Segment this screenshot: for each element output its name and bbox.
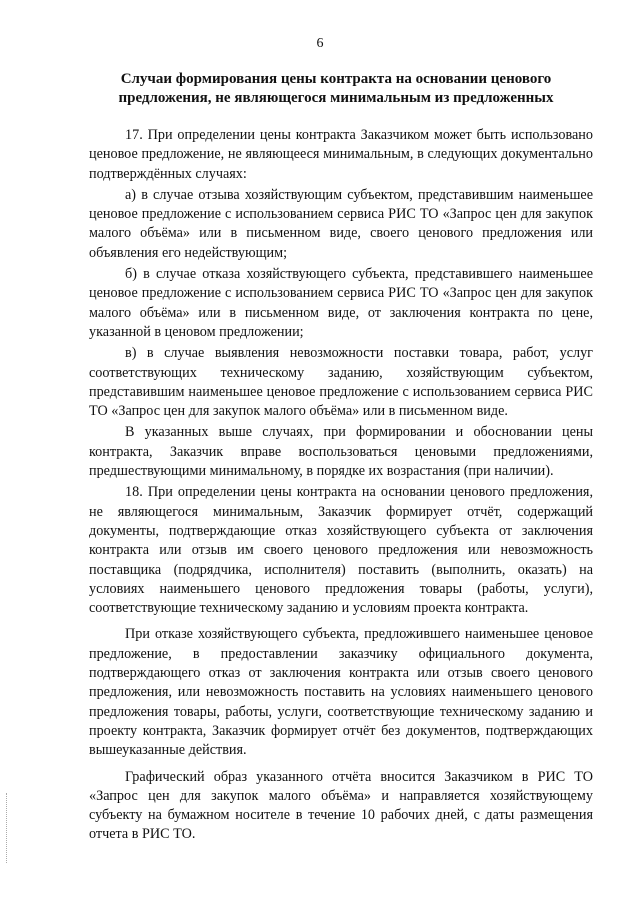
section-heading: Случаи формирования цены контракта на основании ценового предложения, не являющегося минимальным из предложенных: [118, 71, 554, 106]
scan-edge-mark: [6, 793, 9, 863]
paragraph-18: 18. При определении цены контракта на основании ценового предложения, не являющегося минимальным, Заказчик формирует отчёт, содержащий документы, подтверждающие отказ хозяйствующего субъекта от заключения контракта или отзыв им своего ценового предложения или невозможность поставщика (подрядчика, исполнителя) поставить (выполнить, оказать) на условиях наименьшего ценового предложения товары (работы, услуги), соответствующие техническому заданию и условиям проекта контракта.: [89, 484, 593, 617]
paragraph-17-b: б) в случае отказа хозяйствующего субъекта, представившего наименьшее ценовое предложение с использованием сервиса РИС ТО «Запрос цен для закупок малого объёма» или в письменном виде, от заключения контракта по цене, указанной в ценовом предложении;: [89, 266, 593, 340]
paragraph-17-note: В указанных выше случаях, при формировании и обосновании цены контракта, Заказчик вправе воспользоваться ценовыми предложениями, предшествующими минимальному, в порядке их возрастания (при наличии).: [89, 424, 593, 480]
paragraph-18-report: Графический образ указанного отчёта вносится Заказчиком в РИС ТО «Запрос цен для закупок малого объёма» и направляется хозяйствующему субъекту на бумажном носителе в течение 10 рабочих дней, с даты размещения отчета в РИС ТО.: [89, 768, 593, 843]
body-text: [89, 126, 593, 847]
page-number: 6: [316, 36, 324, 51]
paragraph-18-refusal: При отказе хозяйствующего субъекта, предложившего наименьшее ценовое предложение, в предоставлении заказчику официального документа, подтверждающего отказ от заключения контракта или отзыв своего ценового предложения, или невозможность поставить на условиях наименьшего ценового предложения товары, работы, услуги, соответствующие техническому заданию и проекту контракта, Заказчик формирует отчёт без документов, подтверждающих вышеуказанные действия.: [89, 626, 593, 759]
paragraph-17-v: в) в случае выявления невозможности поставки товара, работ, услуг соответствующих техническому заданию, хозяйствующим субъектом, представившим наименьшее ценовое предложение с использованием сервиса РИС ТО «Запрос цен для закупок малого объёма» или в письменном виде.: [89, 345, 593, 420]
paragraph-17-a: а) в случае отзыва хозяйствующим субъектом, представившим наименьшее ценовое предложение с использованием сервиса РИС ТО «Запрос цен для закупок малого объёма» или в письменном виде, своего ценового предложения или объявления его недействующим;: [89, 186, 593, 261]
paragraph-17: 17. При определении цены контракта Заказчиком может быть использовано ценовое предложение, не являющееся минимальным, в следующих документально подтверждённых случаях:: [89, 127, 593, 182]
